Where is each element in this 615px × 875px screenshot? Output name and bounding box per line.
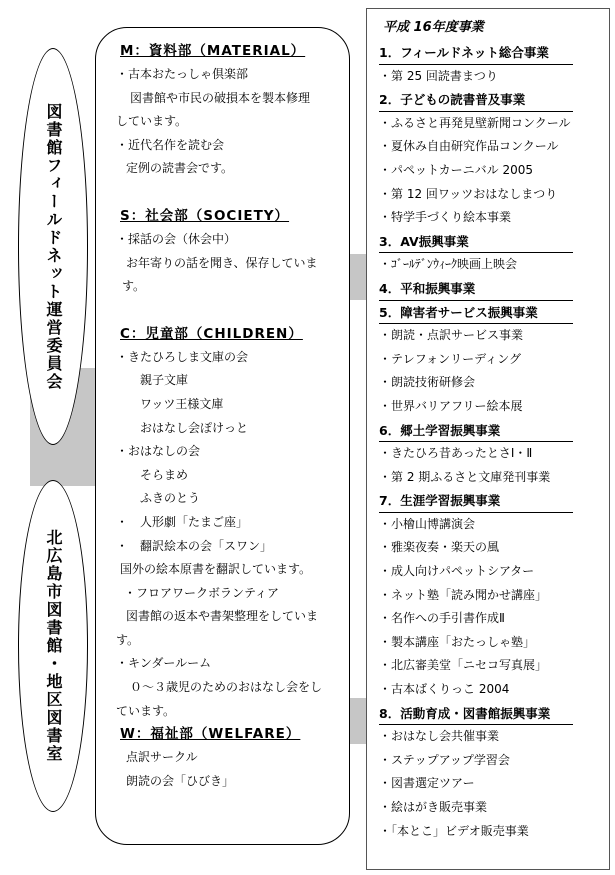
project-item: ・第 12 回ワッツおはなしまつり [379, 186, 558, 201]
committee-label: 図書館フィールドネット運営委員会 [44, 102, 63, 391]
department-title: W：福祉部（WELFARE） [120, 726, 301, 743]
department-line: ・おはなしの会 [116, 444, 201, 459]
project-item: ・ステップアップ学習会 [379, 752, 510, 767]
department-line: ・フロアワークボランティア [124, 585, 280, 600]
project-item: ・ネット塾「読み聞かせ講座」 [379, 587, 548, 602]
department-line: ・古本おたっしゃ倶楽部 [116, 67, 249, 81]
project-item: ・朗読技術研修会 [379, 375, 476, 390]
department-line: す。 [116, 632, 140, 647]
department-line: ・ 翻訳絵本の会「スワン」 [116, 538, 273, 553]
project-item: ・小檜山博講演会 [379, 516, 476, 531]
department-line: 図書館の返本や書架整理をしていま [126, 609, 319, 624]
project-item: ・パペットカーニバル 2005 [379, 162, 533, 177]
category-title: 4．平和振興事業 [379, 277, 573, 301]
project-item: ・特学手づくり絵本事業 [379, 210, 512, 225]
departments-box [95, 27, 350, 845]
projects-title: 平成 16年度事業 [383, 20, 484, 35]
committee-oval [18, 48, 88, 445]
connector-right-top [348, 254, 368, 300]
department-line: ・きたひろしま文庫の会 [116, 349, 249, 364]
project-item: ・図書選定ツアー [379, 776, 475, 791]
department-line: 国外の絵本原書を翻訳しています。 [120, 562, 312, 577]
department-line: 定例の読書会です。 [126, 161, 234, 176]
department-title: S：社会部（SOCIETY） [120, 207, 290, 224]
project-item: ・第 25 回読書まつり [379, 68, 498, 83]
department-line: 図書館や市民の破損本を製本修理 [130, 90, 311, 105]
project-categories [379, 41, 609, 843]
category-title: 6．郷土学習振興事業 [379, 419, 573, 443]
projects-box [366, 8, 610, 870]
project-item: ・ふるさと再発見壁新聞コンクール [379, 115, 571, 130]
department-line: ・ 人形劇「たまご座」 [116, 514, 249, 529]
project-item: ・雅楽夜奏・楽天の風 [379, 540, 500, 555]
spacer [116, 299, 339, 323]
project-item: ・世界バリアフリー絵本展 [379, 398, 523, 413]
department-title: M：資料部（MATERIAL） [120, 43, 306, 59]
department-line: 朗読の会「ひびき」 [126, 773, 235, 788]
project-item: ・成人向けパペットシアター [379, 564, 535, 579]
project-item: ・「本とこ」ビデオ販売事業 [379, 823, 529, 838]
project-item: ・ｺﾞｰﾙﾃﾞﾝｳｨｰｸ映画上映会 [379, 257, 518, 272]
project-item: ・名作への手引書作成Ⅱ [379, 611, 505, 626]
department-line: す。 [122, 279, 146, 294]
department-line: ています。 [116, 703, 176, 718]
department-line: ・近代名作を読む会 [116, 137, 225, 152]
connector-right-bottom [348, 698, 368, 744]
project-item: ・製本講座「おたっしゃ塾」 [379, 634, 536, 649]
project-item: ・古本ばくりっこ 2004 [379, 682, 510, 697]
department-line: ・採話の会（休会中） [116, 231, 237, 246]
project-item: ・きたひろ昔あったとさⅠ・Ⅱ [379, 446, 533, 461]
category-title: 3．AV振興事業 [379, 230, 573, 254]
department-title: C：児童部（CHILDREN） [120, 325, 303, 342]
department-line: お年寄りの話を聞き、保存していま [126, 255, 318, 270]
category-title: 1．フィールドネット総合事業 [379, 41, 573, 65]
category-title: 5．障害者サービス振興事業 [379, 301, 573, 325]
spacer [116, 181, 339, 205]
department-line: ふきのとう [140, 491, 201, 506]
project-item: ・夏休み自由研究作品コンクール [379, 139, 559, 154]
department-line: しています。 [116, 114, 188, 129]
project-item: ・テレフォンリーディング [379, 351, 521, 366]
project-item: ・絵はがき販売事業 [379, 800, 488, 814]
department-line: そらまめ [140, 467, 189, 482]
category-title: 7．生涯学習振興事業 [379, 489, 573, 513]
project-item: ・おはなし会共催事業 [379, 729, 500, 744]
department-line: おはなし会ぽけっと [140, 420, 249, 435]
department-line: 親子文庫 [140, 373, 189, 388]
project-item: ・朗読・点訳サービス事業 [379, 328, 524, 343]
project-item: ・北広審美堂「ニセコ写真展」 [379, 658, 548, 673]
department-line: ・キンダールーム [116, 656, 212, 671]
library-label: 北広島市図書館・地区図書室 [44, 529, 63, 763]
category-title: 8．活動育成・図書館振興事業 [379, 702, 573, 726]
project-item: ・第 2 期ふるさと文庫発刊事業 [379, 469, 551, 484]
department-line: 点訳サークル [126, 750, 198, 765]
department-line: ０～３歳児のためのおはなし会をし [130, 680, 323, 695]
category-title: 2．子どもの読書普及事業 [379, 88, 573, 112]
library-oval [18, 480, 88, 812]
department-line: ワッツ王様文庫 [140, 396, 224, 411]
